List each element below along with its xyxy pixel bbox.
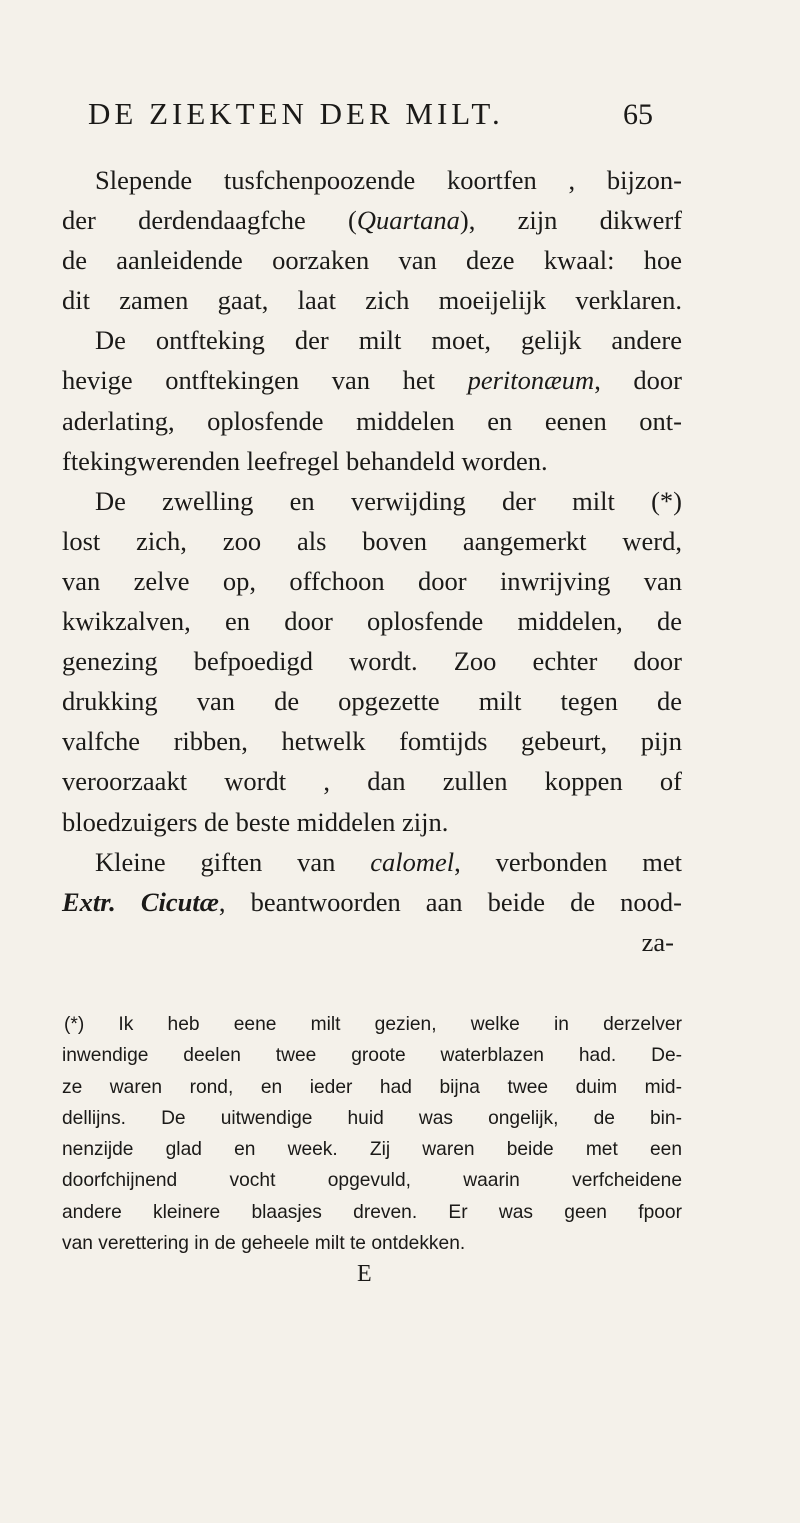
running-header — [88, 96, 653, 142]
page-number: 65 — [623, 98, 653, 131]
bold-italic-term: Extr. Cicutæ — [62, 886, 219, 917]
text-line: lost zich, zoo als boven aangemerkt werd, — [62, 525, 682, 556]
catchword: za- — [641, 926, 674, 957]
text-line: kwikzalven, en door oplosfende middelen, de — [62, 606, 682, 637]
text-line — [62, 882, 682, 922]
italic-term: calomel — [370, 846, 455, 877]
text-fragment: der derdendaagfche ( — [62, 205, 357, 236]
text-line: Slepende tusfchenpoozende koortfen , bijzon- — [95, 165, 682, 195]
text-line: drukking van de opgezette milt tegen de — [62, 686, 682, 717]
text-fragment: ), zijn dikwerf — [459, 205, 682, 236]
footnote-line: nenzijde glad en week. Zij waren beide met een — [62, 1139, 682, 1161]
text-fragment: , door — [594, 365, 682, 396]
footnote-line: doorfchijnend vocht opgevuld, waarin verfcheidene — [62, 1170, 682, 1192]
text-line: De ontfteking der milt moet, gelijk andere — [95, 325, 682, 356]
text-line: de aanleidende oorzaken van deze kwaal: hoe — [62, 245, 682, 276]
text-line: ftekingwerenden leefregel behandeld worden. — [62, 445, 548, 476]
text-fragment: hevige ontftekingen van het — [62, 365, 468, 396]
text-line — [62, 200, 682, 240]
italic-term: Quartana — [356, 205, 460, 236]
text-fragment: , verbonden met — [454, 846, 682, 877]
body-text — [62, 160, 682, 962]
footnote-line: ze waren rond, en ieder had bijna twee duim mid- — [62, 1076, 682, 1098]
text-line: van zelve op, offchoon door inwrijving van — [62, 565, 682, 596]
footnote-line: (*) Ik heb eene milt gezien, welke in derzelver — [64, 1014, 682, 1035]
text-line: bloedzuigers de beste middelen zijn. — [62, 806, 449, 837]
text-line: dit zamen gaat, laat zich moeijelijk verklaren. — [62, 285, 682, 316]
text-fragment: Kleine giften van — [95, 846, 371, 877]
footnote-line: andere kleinere blaasjes dreven. Er was geen fpoor — [62, 1201, 682, 1223]
footnote-line: dellijns. De uitwendige huid was ongelijk, de bin- — [62, 1107, 682, 1129]
text-line: valfche ribben, hetwelk fomtijds gebeurt, pijn — [62, 726, 682, 757]
text-line — [62, 842, 682, 882]
text-line: veroorzaakt wordt , dan zullen koppen of — [62, 766, 682, 797]
footnote-line: van verettering in de geheele milt te ontdekken. — [62, 1233, 466, 1255]
signature-letter: E — [357, 1261, 372, 1287]
italic-term: peritonæum — [467, 365, 595, 396]
text-line: aderlating, oplosfende middelen en eenen ont- — [62, 405, 682, 436]
footnote — [62, 1009, 682, 1259]
text-line — [62, 360, 682, 400]
text-line: De zwelling en verwijding der milt (*) — [95, 485, 682, 516]
text-fragment: , beantwoorden aan beide de nood- — [218, 886, 683, 917]
text-line: genezing befpoedigd wordt. Zoo echter door — [62, 646, 682, 677]
footnote-line: inwendige deelen twee groote waterblazen had. De- — [62, 1045, 682, 1067]
page-title: DE ZIEKTEN DER MILT. — [88, 96, 504, 131]
